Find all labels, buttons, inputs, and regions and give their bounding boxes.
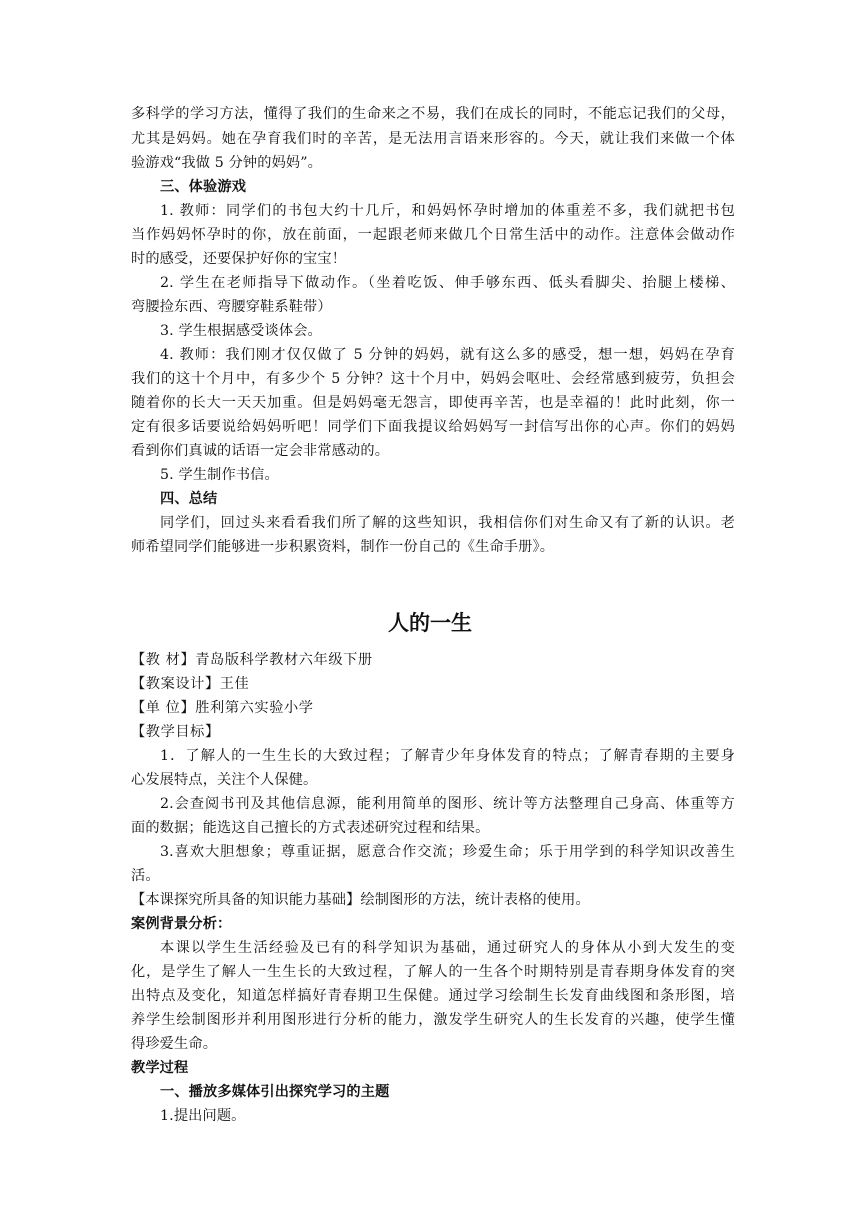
heading-experience-game: 三、体验游戏: [160, 179, 247, 195]
item4-line-3: 随着你的长大一天天加重。但是妈妈毫无怨言，即使再辛苦，也是幸福的！此时此刻，你一: [131, 395, 735, 411]
case-heading: 案例背景分析：: [131, 916, 232, 932]
goal3-line-1: 3.喜欢大胆想象；尊重证据，愿意合作交流；珍爱生命；乐于用学到的科学知识改善生: [160, 844, 735, 860]
case-line-2: 化，是学生了解人一生生长的大致过程，了解人的一生各个时期特别是青春期身体发育的突: [131, 964, 735, 980]
intro-line-1: 多科学的学习方法，懂得了我们的生命来之不易，我们在成长的同时，不能忘记我们的父母，: [131, 106, 735, 122]
case-line-4: 养学生绘制图形并利用图形进行分析的能力，激发学生研究人的生长发育的兴趣，使学生懂: [131, 1012, 735, 1028]
summary-line-2: 师希望同学们能够进一步积累资料，制作一份自己的《生命手册》。: [131, 539, 555, 555]
case-line-5: 得珍爱生命。: [131, 1036, 218, 1052]
intro-line-3: 验游戏“我做 5 分钟的妈妈”。: [131, 155, 323, 171]
goal2-line-1: 2.会查阅书刊及其他信息源，能利用简单的图形、统计等方法整理自己身高、体重等方: [160, 796, 735, 812]
lesson-title: 人的一生: [388, 611, 472, 635]
item1-line-3: 时的感受，还要保护好你的宝宝！: [131, 251, 347, 267]
meta-textbook: 【教 材】青岛版科学教材六年级下册: [131, 652, 373, 668]
process-item-1: 1.提出问题。: [160, 1108, 246, 1124]
knowledge-basis: 【本课探究所具备的知识能力基础】绘制图形的方法，统计表格的使用。: [131, 892, 590, 908]
item4-line-2: 我们的这十个月中，有多少个 5 分钟？这十个月中，妈妈会呕吐、会经常感到疲劳，负担会: [131, 371, 735, 387]
meta-designer: 【教案设计】王佳: [131, 676, 250, 692]
meta-unit: 【单 位】胜利第六实验小学: [131, 700, 314, 716]
meta-goals-heading: 【教学目标】: [131, 724, 220, 740]
item3-line: 3. 学生根据感受谈体会。: [160, 323, 322, 339]
item4-line-5: 看到你们真诚的话语一定会非常感动的。: [131, 443, 390, 459]
item5-line: 5. 学生制作书信。: [160, 467, 279, 483]
item2-line-1: 2. 学生在老师指导下做动作。（坐着吃饭、伸手够东西、低头看脚尖、抬腿上楼梯、: [160, 275, 735, 291]
goal1-line-2: 心发展特点，关注个人保健。: [131, 772, 318, 788]
goal3-line-2: 活。: [131, 868, 160, 884]
summary-line-1: 同学们，回过头来看看我们所了解的这些知识，我相信你们对生命又有了新的认识。老: [160, 515, 735, 531]
process-heading: 教学过程: [131, 1060, 189, 1076]
case-line-1: 本课以学生生活经验及已有的科学知识为基础，通过研究人的身体从小到大发生的变: [160, 940, 735, 956]
item1-line-1: 1. 教师：同学们的书包大约十几斤，和妈妈怀孕时增加的体重差不多，我们就把书包: [160, 203, 735, 219]
item2-line-2: 弯腰捡东西、弯腰穿鞋系鞋带）: [131, 299, 332, 315]
intro-line-2: 尤其是妈妈。她在孕育我们时的辛苦，是无法用言语来形容的。今天，就让我们来做一个体: [131, 131, 735, 147]
goal1-line-1: 1．了解人的一生生长的大致过程；了解青少年身体发育的特点；了解青春期的主要身: [160, 748, 735, 764]
process-sub-heading: 一、播放多媒体引出探究学习的主题: [160, 1084, 390, 1100]
item4-line-4: 定有很多话要说给妈妈听吧！同学们下面我提议给妈妈写一封信写出你的心声。你们的妈妈: [131, 419, 735, 435]
heading-summary: 四、总结: [160, 491, 218, 507]
item1-line-2: 当作妈妈怀孕时的你，放在前面，一起跟老师来做几个日常生活中的动作。注意体会做动作: [131, 227, 735, 243]
case-line-3: 出特点及变化，知道怎样搞好青春期卫生保健。通过学习绘制生长发育曲线图和条形图，培: [131, 988, 735, 1004]
goal2-line-2: 面的数据；能选这自己擅长的方式表述研究过程和结果。: [131, 820, 490, 836]
item4-line-1: 4. 教师：我们刚才仅仅做了 5 分钟的妈妈，就有这么多的感受，想一想，妈妈在孕育: [160, 347, 735, 363]
